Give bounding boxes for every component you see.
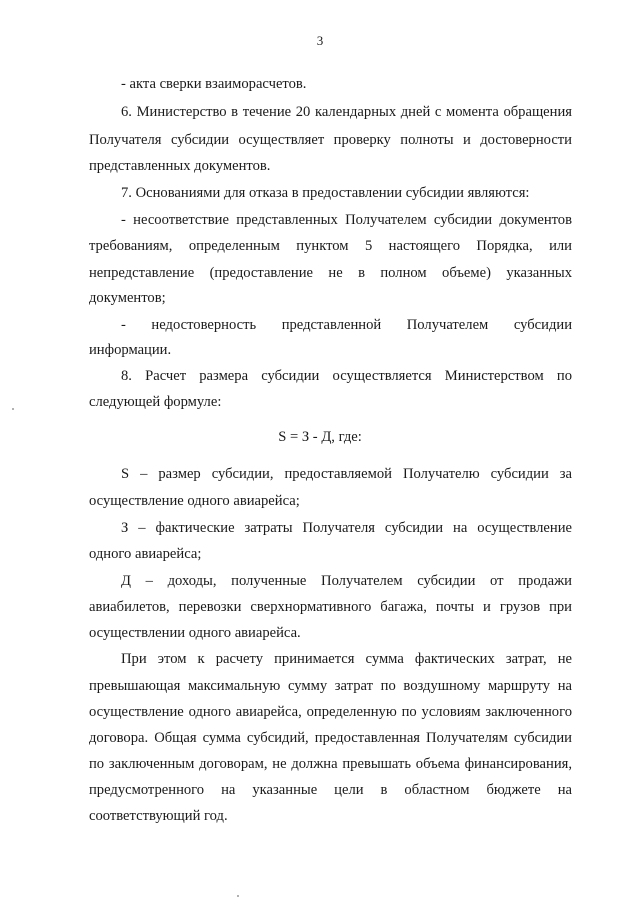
text-line: превышающая максимальную сумму затрат по воздушному маршруту на	[89, 678, 572, 694]
text-line: осуществление одного авиарейса;	[89, 493, 300, 509]
text-line: представленных документов.	[89, 158, 271, 174]
text-line: При этом к расчету принимается сумма фактических затрат, не	[121, 651, 572, 667]
text-line: осуществление одного авиарейса, определенную по условиям заключенного	[89, 704, 572, 720]
text-line: следующей формуле:	[89, 394, 222, 410]
text-line: Получателя субсидии осуществляет проверку полноты и достоверности	[89, 132, 572, 148]
text-line: информации.	[89, 342, 172, 358]
text-line: - недостоверность представленной Получателем субсидии	[121, 317, 572, 333]
text-line: предусмотренного на указанные цели в областном бюджете на	[89, 782, 572, 798]
text-line: - несоответствие представленных Получателем субсидии документов	[121, 212, 572, 228]
text-line: З – фактические затраты Получателя субсидии на осуществление	[121, 520, 572, 536]
text-line: требованиям, определенным пунктом 5 настоящего Порядка, или	[89, 238, 572, 254]
text-line: авиабилетов, перевозки сверхнормативного багажа, почты и грузов при	[89, 599, 572, 615]
text-line: договора. Общая сумма субсидий, предоставленная Получателям субсидии	[89, 730, 572, 746]
text-line: по заключенным договорам, не должна превышать объема финансирования,	[89, 756, 572, 772]
text-line: S – размер субсидии, предоставляемой Получателю субсидии за	[121, 466, 572, 482]
text-line: соответствующий год.	[89, 808, 228, 824]
scan-speck	[12, 408, 14, 410]
page-number: 3	[316, 33, 324, 48]
text-line: 7. Основаниями для отказа в предоставлении субсидии являются:	[121, 185, 530, 201]
text-line: непредставление (предоставление не в полном объеме) указанных	[89, 265, 572, 281]
text-line: одного авиарейса;	[89, 546, 202, 562]
text-line: осуществлении одного авиарейса.	[89, 625, 301, 641]
text-line: 6. Министерство в течение 20 календарных дней с момента обращения	[121, 104, 572, 120]
scan-speck	[237, 895, 239, 897]
formula: S = З - Д, где:	[278, 429, 362, 445]
text-line: документов;	[89, 290, 166, 306]
text-line: Д – доходы, полученные Получателем субсидии от продажи	[121, 573, 572, 589]
text-line: - акта сверки взаиморасчетов.	[121, 76, 307, 92]
text-line: 8. Расчет размера субсидии осуществляется Министерством по	[121, 368, 572, 384]
